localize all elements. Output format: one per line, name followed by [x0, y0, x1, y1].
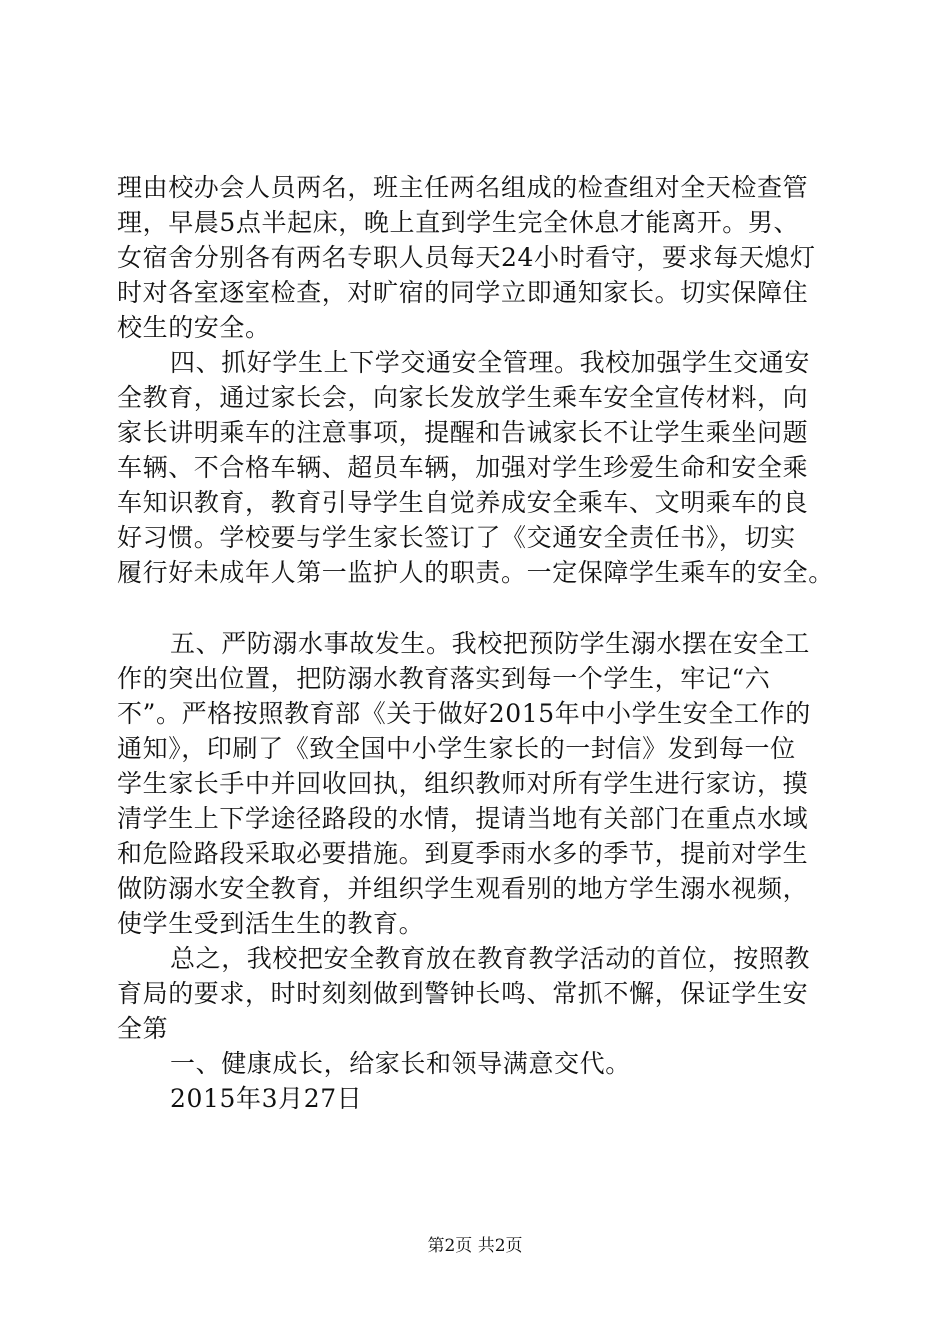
- text-line-2: 理，早晨5点半起床，晚上直到学生完全休息才能离开。男、: [117, 208, 800, 237]
- text-line-7: 全教育，通过家长会，向家长发放学生乘车安全宣传材料，向: [117, 383, 809, 412]
- text-line-17: 学生家长手中并回收回执，组织教师对所有学生进行家访，摸: [117, 769, 809, 798]
- text-line-11: 好习惯。学校要与学生家长签订了《交通安全责任书》，切实: [117, 523, 796, 552]
- text-line-1: 理由校办会人员两名，班主任两名组成的检查组对全天检查管: [117, 173, 809, 202]
- text-line-23: 育局的要求，时时刻刻做到警钟长鸣、常抓不懈，保证学生安: [117, 979, 809, 1008]
- text-line-5: 校生的安全。: [117, 313, 271, 342]
- paragraph-5-start: 五、严防溺水事故发生。我校把预防学生溺水摆在安全工: [170, 629, 811, 658]
- summary-paragraph-start: 总之，我校把安全教育放在教育教学活动的首位，按照教: [170, 944, 811, 973]
- text-line-10: 车知识教育，教育引导学生自觉养成安全乘车、文明乘车的良: [117, 488, 809, 517]
- document-date: 2015年3月27日: [170, 1084, 363, 1113]
- text-line-15: 不”。严格按照教育部《关于做好2015年中小学生安全工作的: [117, 699, 811, 728]
- text-line-3: 女宿舍分别各有两名专职人员每天24小时看守，要求每天熄灯: [117, 243, 816, 272]
- text-line-24: 全第: [117, 1014, 169, 1043]
- text-line-8: 家长讲明乘车的注意事项，提醒和告诫家长不让学生乘坐问题: [117, 418, 809, 447]
- text-line-21: 使学生受到活生生的教育。: [117, 909, 425, 938]
- text-line-18: 清学生上下学途径路段的水情，提请当地有关部门在重点水域: [117, 804, 809, 833]
- text-line-19: 和危险路段采取必要措施。到夏季雨水多的季节，提前对学生: [117, 839, 809, 868]
- paragraph-4-start: 四、抓好学生上下学交通安全管理。我校加强学生交通安: [170, 348, 811, 377]
- text-line-4: 时对各室逐室检查，对旷宿的同学立即通知家长。切实保障住: [117, 278, 809, 307]
- text-line-12: 履行好未成年人第一监护人的职责。一定保障学生乘车的安全。: [117, 558, 834, 587]
- text-line-20: 做防溺水安全教育，并组织学生观看别的地方学生溺水视频，: [117, 874, 809, 903]
- text-line-25: 一、健康成长，给家长和领导满意交代。: [170, 1049, 631, 1078]
- page-number-footer: 第2页 共2页: [427, 1236, 523, 1256]
- text-line-16: 通知》，印刷了《致全国中小学生家长的一封信》发到每一位: [117, 734, 796, 763]
- text-line-14: 作的突出位置，把防溺水教育落实到每一个学生，牢记“六: [117, 664, 771, 693]
- text-line-9: 车辆、不合格车辆、超员车辆，加强对学生珍爱生命和安全乘: [117, 453, 809, 482]
